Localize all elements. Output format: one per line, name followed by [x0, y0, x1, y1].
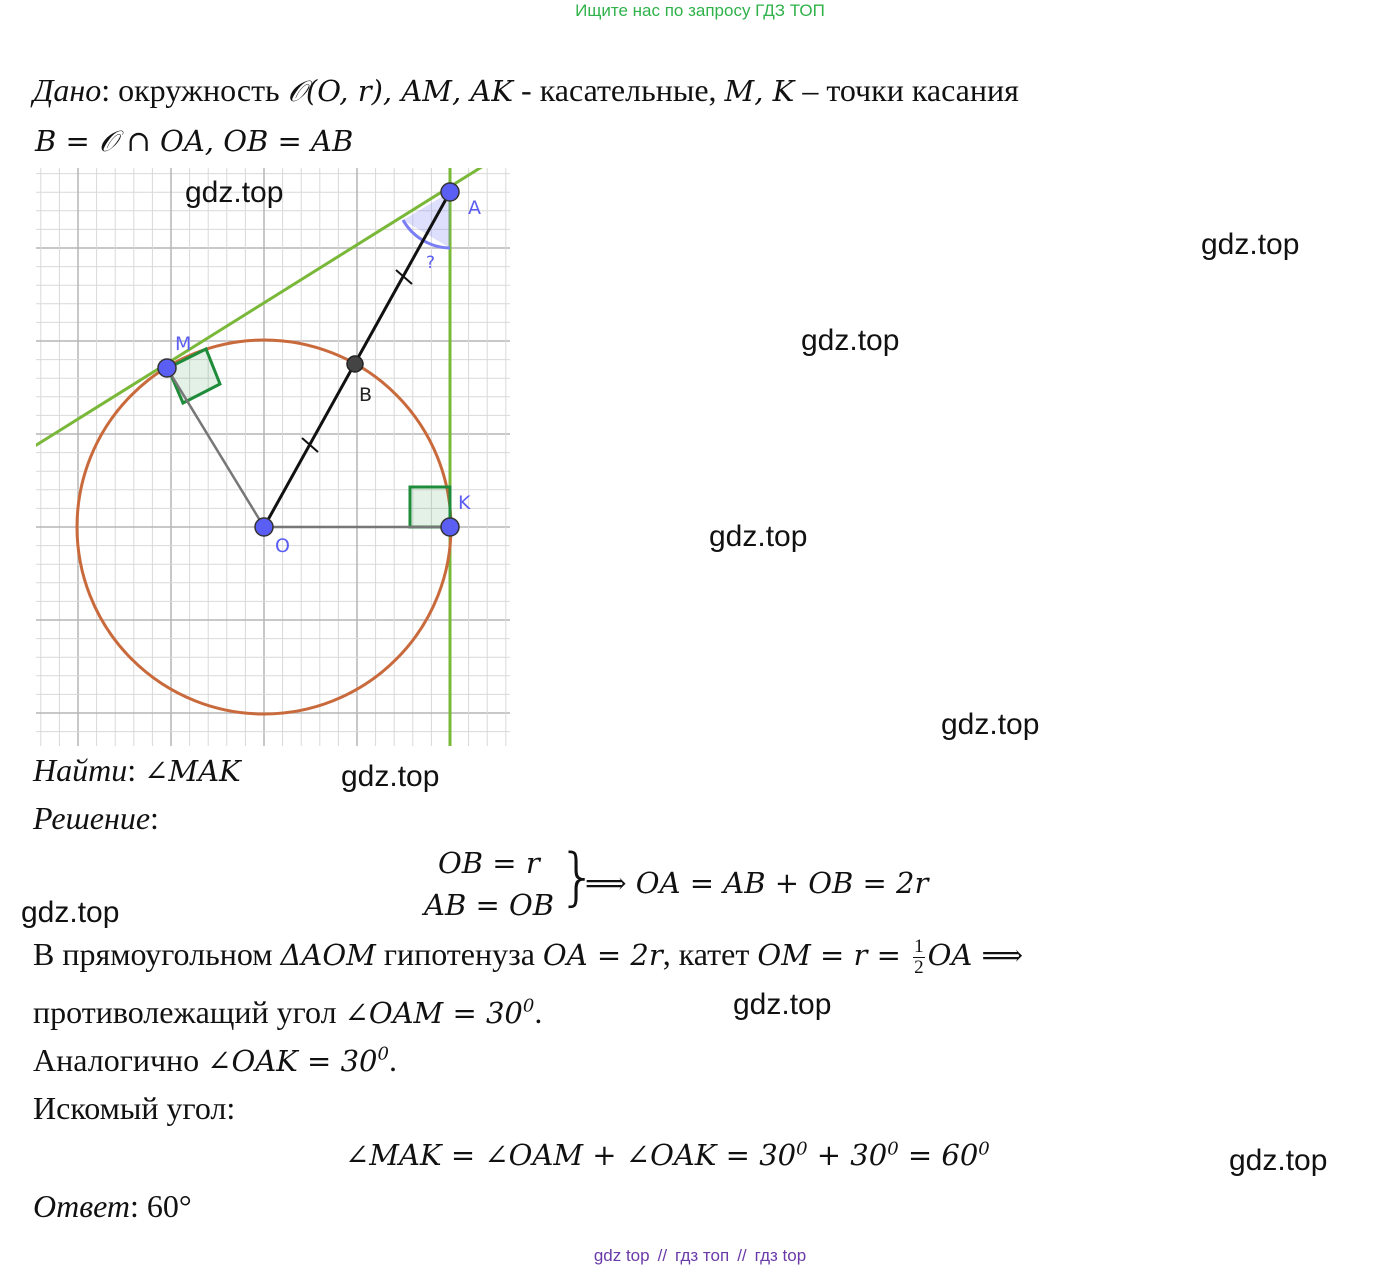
fraction-one-half: [913, 937, 925, 978]
p2-math: ∠OAM = 30: [344, 996, 523, 1030]
p3-text: Аналогично: [33, 1042, 208, 1078]
point-a: [441, 183, 459, 201]
solution-paragraph-4: Искомый угол:: [33, 1090, 236, 1126]
system-result: ⟹ OA = AB + OB = 2r: [585, 866, 929, 900]
footer-separator: //: [737, 1246, 747, 1265]
final-part-c: = 60: [898, 1138, 979, 1172]
final-equation: [345, 1138, 990, 1172]
find-line: [33, 752, 241, 789]
point-b: [347, 356, 363, 372]
p1-math-1: ΔAOM: [280, 938, 376, 972]
watermark: gdz.top: [341, 760, 440, 793]
p1-math-2: OA = 2r: [542, 938, 663, 972]
label-o: O: [275, 535, 290, 557]
find-math: ∠MAK: [144, 754, 241, 788]
given-math-1: 𝒪(O, r), AM, AK: [287, 74, 514, 108]
find-colon: :: [127, 752, 137, 788]
p1-text-3: , катет: [662, 936, 758, 972]
watermark: gdz.top: [185, 176, 284, 209]
p3-end: .: [388, 1042, 397, 1078]
given-line-1: [33, 72, 1019, 109]
solution-colon: :: [150, 800, 159, 836]
final-part-b: + 30: [807, 1138, 888, 1172]
label-m: M: [175, 333, 192, 355]
final-sup-3: 0: [978, 1138, 990, 1160]
p3-superscript: 0: [377, 1043, 389, 1065]
given-colon: :: [101, 72, 111, 108]
watermark: gdz.top: [1201, 228, 1300, 261]
given-text-3: – точки касания: [794, 72, 1019, 108]
watermark: gdz.top: [941, 708, 1040, 741]
given-line-2: B = 𝒪 ∩ OA, OB = AB: [35, 124, 354, 158]
watermark: gdz.top: [801, 324, 900, 357]
p2-superscript: 0: [522, 995, 535, 1017]
final-sup-2: 0: [887, 1138, 899, 1160]
system-line-2: AB = OB: [424, 888, 555, 922]
solution-paragraph-2: [33, 994, 542, 1031]
given-text-2: - касательные,: [513, 72, 725, 108]
fraction-numerator: 1: [914, 936, 924, 958]
answer-line: [33, 1188, 192, 1225]
answer-label: Ответ: [33, 1188, 130, 1224]
p2-text: противолежащий угол: [33, 994, 345, 1030]
label-a: A: [468, 197, 481, 219]
watermark: gdz.top: [709, 520, 808, 553]
label-k: K: [458, 492, 471, 514]
watermark: gdz.top: [1229, 1144, 1328, 1177]
solution-paragraph-3: [33, 1042, 397, 1079]
find-label: Найти: [33, 752, 128, 788]
footer-links: [0, 1246, 1400, 1266]
p3-math: ∠OAK = 30: [207, 1044, 378, 1078]
system-brace: }: [558, 840, 598, 913]
solution-heading: [33, 800, 159, 837]
watermark: gdz.top: [21, 896, 120, 929]
point-m: [158, 359, 176, 377]
p1-math-3: OM = r =: [757, 938, 911, 972]
given-text-1: окружность: [110, 72, 288, 108]
footer-link-2[interactable]: гдз топ: [675, 1246, 730, 1265]
p1-text-2: гипотенуза: [375, 936, 543, 972]
search-banner: Ищите нас по запросу ГДЗ ТОП: [575, 1, 825, 20]
p1-text-1: В прямоугольном: [33, 936, 281, 972]
label-b: B: [359, 384, 373, 406]
given-math-2: M, K: [724, 74, 795, 108]
footer-link-3[interactable]: гдз top: [754, 1246, 807, 1265]
given-label: Дано: [33, 72, 102, 108]
point-k: [441, 518, 459, 536]
segment-om: [167, 368, 264, 527]
solution-label: Решение: [33, 800, 151, 836]
answer-value: 60°: [138, 1188, 192, 1224]
fraction-denominator: 2: [914, 957, 924, 979]
tick-mark-ob: [302, 438, 318, 452]
geometry-figure: [36, 168, 510, 746]
final-sup-1: 0: [796, 1138, 808, 1160]
footer-separator: //: [657, 1246, 668, 1265]
watermark: gdz.top: [733, 988, 832, 1021]
point-o: [255, 518, 273, 536]
footer-link-1[interactable]: gdz top: [593, 1246, 650, 1265]
label-angle: ?: [426, 253, 436, 273]
p2-end: .: [534, 994, 543, 1030]
p1-math-4: OA ⟹: [927, 938, 1024, 972]
answer-colon: :: [130, 1188, 139, 1224]
system-line-1: OB = r: [438, 846, 540, 880]
solution-paragraph-1: [33, 936, 1023, 978]
final-part-a: ∠MAK = ∠OAM + ∠OAK = 30: [345, 1138, 797, 1172]
